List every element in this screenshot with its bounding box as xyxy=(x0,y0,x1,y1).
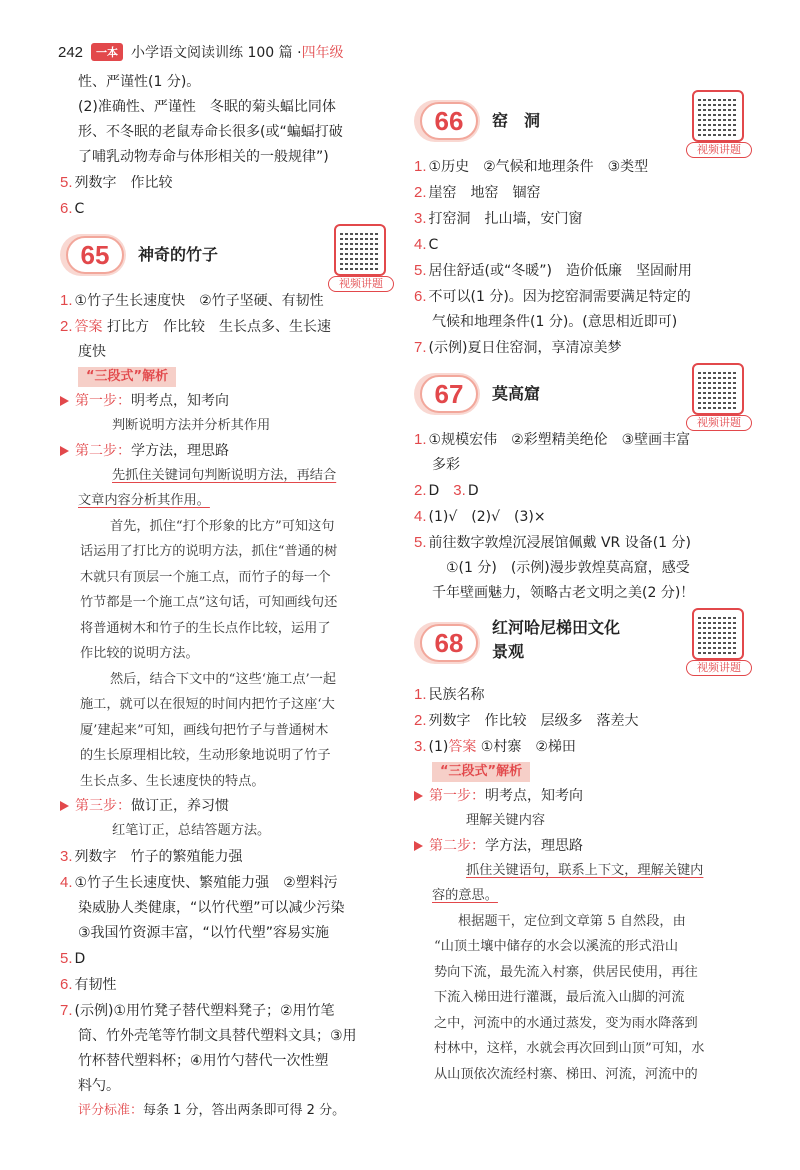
answer-item xyxy=(414,232,754,258)
answer-item xyxy=(60,870,396,896)
section-number-badge xyxy=(414,373,480,415)
answer-number: 1. xyxy=(414,686,427,703)
answer-item xyxy=(60,998,396,1024)
left-column xyxy=(60,70,396,1123)
answer-item xyxy=(414,206,754,232)
analysis-line: 话运用了打比方的说明方法，抓住“普通的树 xyxy=(80,544,338,559)
answer-text: ①竹子生长速度快 ②竹子坚硬、有韧性 xyxy=(74,293,324,309)
step-note: 容的意思。 xyxy=(432,888,498,903)
answer-number: 3. xyxy=(60,847,73,865)
answer-number: 5. xyxy=(414,534,427,551)
answer-text: 民族名称 xyxy=(428,687,485,703)
step-text: 明考点，知考向 xyxy=(485,788,583,804)
answer-number: 2. xyxy=(414,184,427,201)
answer-text: 崖窑 地窑 锢窑 xyxy=(428,185,541,201)
analysis-line: 根据题干，定位到文章第 5 自然段，由 xyxy=(458,913,686,929)
step-text: 明考点，知考向 xyxy=(131,393,229,409)
analysis-line: 木就只有顶层一个施工点，而竹子的每一个 xyxy=(80,569,331,585)
answer-item xyxy=(414,504,754,530)
answer-text: 列数字 作比较 层级多 落差大 xyxy=(428,713,639,729)
section-header-67 xyxy=(414,367,754,429)
answer-item xyxy=(414,734,754,760)
step-note: 文章内容分析其作用。 xyxy=(78,493,210,508)
analysis-line: 势向下流，最先流入村寨，供居民使用，再往 xyxy=(434,964,698,980)
answer-number: 2. xyxy=(60,318,73,335)
scoring-text: 每条 1 分，答出两条即可得 2 分。 xyxy=(143,1102,346,1118)
section-number-badge xyxy=(60,234,126,276)
section-header-65 xyxy=(60,228,396,290)
answer-continuation-line: ①(1 分) (示例)漫步敦煌莫高窟，感受 xyxy=(432,560,690,576)
answer-number: 2. xyxy=(414,482,427,499)
answer-number: 4. xyxy=(60,873,73,891)
answer-number: 7. xyxy=(60,1001,73,1019)
step-note: 理解关键内容 xyxy=(466,813,546,828)
answer-text: ①历史 ②气候和地理条件 ③类型 xyxy=(428,159,649,175)
answer-text: D xyxy=(74,950,86,967)
qr-code-icon xyxy=(692,608,744,660)
analysis-line: 作比较的说明方法。 xyxy=(80,646,199,661)
answer-text: 前往数字敦煌沉浸展馆佩戴 VR 设备(1 分) xyxy=(428,535,692,551)
section-title-line: 红河哈尼梯田文化 xyxy=(492,618,621,637)
analysis-line: 厦’建起来”可知，画线句把竹子与普通树木 xyxy=(80,722,329,738)
section-number: 66 xyxy=(420,102,478,140)
answer-item xyxy=(60,972,396,998)
answer-text: ①规模宏伟 ②彩塑精美绝伦 ③壁画丰富 xyxy=(428,432,691,448)
answer-text: 有韧性 xyxy=(74,976,117,993)
answer-number: 6. xyxy=(60,975,73,993)
step-heading xyxy=(414,784,754,808)
scoring-criteria xyxy=(60,1099,396,1123)
book-title: 小学语文阅读训练 100 篇 · xyxy=(131,45,302,61)
video-lecture-label: 视频讲题 xyxy=(686,415,752,431)
grade-label: 四年级 xyxy=(301,45,344,61)
qr-code-video[interactable] xyxy=(684,608,754,676)
answer-item xyxy=(60,170,396,196)
step-text: 学方法，理思路 xyxy=(485,837,583,854)
answer-item xyxy=(414,708,754,734)
answer-item xyxy=(414,682,754,708)
answer-continuation-line: 了哺乳动物寿命与体形相关的一般规律”) xyxy=(78,149,329,165)
answer-continuation-line: ③我国竹资源丰富，“以竹代塑”容易实施 xyxy=(78,924,330,941)
analysis-line: 之中，河流中的水通过蒸发，变为雨水降落到 xyxy=(434,1015,698,1031)
page-number: 242 xyxy=(58,43,84,61)
analysis-line: 施工，就可以在很短的时间内把竹子这座‘大 xyxy=(80,697,335,712)
triangle-bullet-icon xyxy=(414,841,423,851)
answer-item xyxy=(414,530,754,556)
answer-text: (示例)夏日住窑洞，享清凉美梦 xyxy=(428,340,622,356)
triangle-bullet-icon xyxy=(60,396,69,406)
answer-item xyxy=(60,844,396,870)
answer-continuation-line: 多彩 xyxy=(432,457,460,473)
answer-continuation-line: 性、严谨性(1 分)。 xyxy=(78,74,201,90)
answer-text: 列数字 作比较 xyxy=(74,175,173,191)
answer-item xyxy=(414,258,754,284)
step-note: 抓住关键语句，联系上下文，理解关键内 xyxy=(466,862,704,878)
analysis-tag: “三段式”解析 xyxy=(78,367,176,387)
qr-code-icon xyxy=(692,90,744,142)
analysis-tag: “三段式”解析 xyxy=(432,762,530,782)
answer-item xyxy=(414,335,754,361)
video-lecture-label: 视频讲题 xyxy=(328,276,394,292)
qr-code-icon xyxy=(334,224,386,276)
answer-number: 1. xyxy=(414,158,427,175)
section-header-68 xyxy=(414,612,754,678)
answer-number: 5. xyxy=(414,262,427,279)
answer-number: 3. xyxy=(414,738,427,755)
answer-number: 6. xyxy=(414,288,427,305)
section-title xyxy=(492,616,620,664)
answer-number: 3. xyxy=(414,210,427,227)
analysis-line: 首先，抓住“打个形象的比方”可知这句 xyxy=(110,518,335,534)
answer-number: 6. xyxy=(60,200,73,217)
step-note: 判断说明方法并分析其作用 xyxy=(112,418,271,433)
analysis-line: “山顶土壤中储存的水会以溪流的形式沿山 xyxy=(434,939,679,954)
step-label: 第一步： xyxy=(75,393,131,409)
answer-number: 4. xyxy=(414,236,427,253)
triangle-bullet-icon xyxy=(60,801,69,811)
answer-text: 居住舒适(或“冬暖”) 造价低廉 坚固耐用 xyxy=(428,263,692,279)
analysis-line: 村林中，这样，水就会再次回到山顶”可知，水 xyxy=(434,1041,705,1056)
answer-text: (1)√ (2)√ (3)× xyxy=(428,509,546,525)
answer-number: 3. xyxy=(453,482,466,499)
triangle-bullet-icon xyxy=(414,791,423,801)
section-title: 窑 洞 xyxy=(492,111,541,130)
scoring-label: 评分标准： xyxy=(78,1102,144,1118)
section-title: 莫高窟 xyxy=(492,384,541,403)
answer-text: ①竹子生长速度快、繁殖能力强 ②塑料污 xyxy=(74,874,338,891)
step-text: 学方法，理思路 xyxy=(131,442,229,459)
section-number: 67 xyxy=(420,375,478,413)
answer-continuation-line: (2)准确性、严谨性 冬眠的菊头蝠比同体 xyxy=(78,99,336,115)
section-title-line: 景观 xyxy=(492,642,525,661)
analysis-line: 竹节都是一个施工点”这句话，可知画线句还 xyxy=(80,595,338,610)
section-header-66 xyxy=(414,94,754,156)
step-heading xyxy=(60,439,396,463)
answer-continuation-line: 筒、竹外壳笔等竹制文具替代塑料文具；③用 xyxy=(78,1027,357,1044)
answer-number: 7. xyxy=(414,339,427,356)
answer-number: 5. xyxy=(60,174,73,191)
answer-label: 答案 xyxy=(448,739,477,755)
step-heading xyxy=(414,834,754,858)
answer-number: 1. xyxy=(60,292,73,309)
answer-item xyxy=(60,946,396,972)
answer-item xyxy=(60,196,396,222)
answer-text: (示例)①用竹凳子替代塑料凳子；②用竹笔 xyxy=(74,1002,335,1019)
answer-text: C xyxy=(74,201,85,217)
analysis-line: 然后，结合下文中的“这些‘施工点’一起 xyxy=(110,671,337,687)
answer-continuation-line: 染威胁人类健康，“以竹代塑”可以减少污染 xyxy=(78,899,345,916)
answer-number: 2. xyxy=(414,712,427,729)
answer-text: 打比方 作比较 生长点多、生长速 xyxy=(102,319,331,335)
answer-number: 5. xyxy=(60,949,73,967)
step-label: 第一步： xyxy=(429,788,485,804)
step-label: 第三步： xyxy=(75,798,131,814)
section-number-badge xyxy=(414,100,480,142)
section-title: 神奇的竹子 xyxy=(138,245,219,264)
brand-logo: 一本 xyxy=(91,43,123,61)
step-heading xyxy=(60,794,396,818)
answer-text: ①村寨 ②梯田 xyxy=(476,739,576,755)
answer-label: 答案 xyxy=(74,319,103,335)
answer-number: 4. xyxy=(414,508,427,525)
step-label: 第二步： xyxy=(75,442,131,459)
analysis-line: 生长点多、生长速度快的特点。 xyxy=(80,773,265,789)
answer-continuation-line: 度快 xyxy=(78,344,106,360)
analysis-line: 的生长原理相比较，生动形象地说明了竹子 xyxy=(80,748,331,763)
video-lecture-label: 视频讲题 xyxy=(686,660,752,676)
answer-item xyxy=(414,478,754,504)
answer-prefix: (1) xyxy=(428,739,449,755)
step-heading xyxy=(60,389,396,413)
step-label: 第二步： xyxy=(429,837,485,854)
step-text: 做订正，养习惯 xyxy=(131,798,229,814)
answer-text: D xyxy=(428,483,454,499)
answer-continuation-line: 气候和地理条件(1 分)。(意思相近即可) xyxy=(432,314,678,330)
section-number-badge xyxy=(414,622,480,664)
answer-item xyxy=(60,314,396,340)
answer-text: D xyxy=(467,483,479,499)
step-note: 红笔订正，总结答题方法。 xyxy=(112,823,271,838)
section-number: 65 xyxy=(66,236,124,274)
answer-continuation-line: 竹杯替代塑料杯；④用竹勺替代一次性塑 xyxy=(78,1052,329,1069)
right-column xyxy=(414,88,754,1087)
answer-item xyxy=(414,180,754,206)
triangle-bullet-icon xyxy=(60,446,69,456)
answer-continuation-line: 料勺。 xyxy=(78,1077,120,1094)
answer-number: 1. xyxy=(414,431,427,448)
section-number: 68 xyxy=(420,624,478,662)
step-note: 先抓住关键词句判断说明方法，再结合 xyxy=(112,467,337,483)
qr-code-icon xyxy=(692,363,744,415)
qr-code-video[interactable] xyxy=(326,224,396,292)
analysis-line: 将普通树木和竹子的生长点作比较，运用了 xyxy=(80,620,331,636)
answer-continuation-line: 千年壁画魅力，领略古老文明之美(2 分)！ xyxy=(432,585,695,601)
answer-text: 列数字 竹子的繁殖能力强 xyxy=(74,848,243,865)
qr-code-video[interactable] xyxy=(684,90,754,158)
answer-item xyxy=(414,284,754,310)
analysis-line: 下流入梯田进行灌溉，最后流入山脚的河流 xyxy=(434,990,685,1005)
answer-text: C xyxy=(428,237,439,253)
answer-text: 不可以(1 分)。因为挖窑洞需要满足特定的 xyxy=(428,289,691,305)
answer-continuation-line: 形、不冬眠的老鼠寿命长很多(或“蝙蝠打破 xyxy=(78,124,343,140)
answer-text: 打窑洞 扎山墙，安门窗 xyxy=(428,211,583,227)
analysis-line: 从山顶依次流经村寨、梯田、河流，河流中的 xyxy=(434,1066,698,1082)
page-header xyxy=(58,40,344,64)
qr-code-video[interactable] xyxy=(684,363,754,431)
video-lecture-label: 视频讲题 xyxy=(686,142,752,158)
